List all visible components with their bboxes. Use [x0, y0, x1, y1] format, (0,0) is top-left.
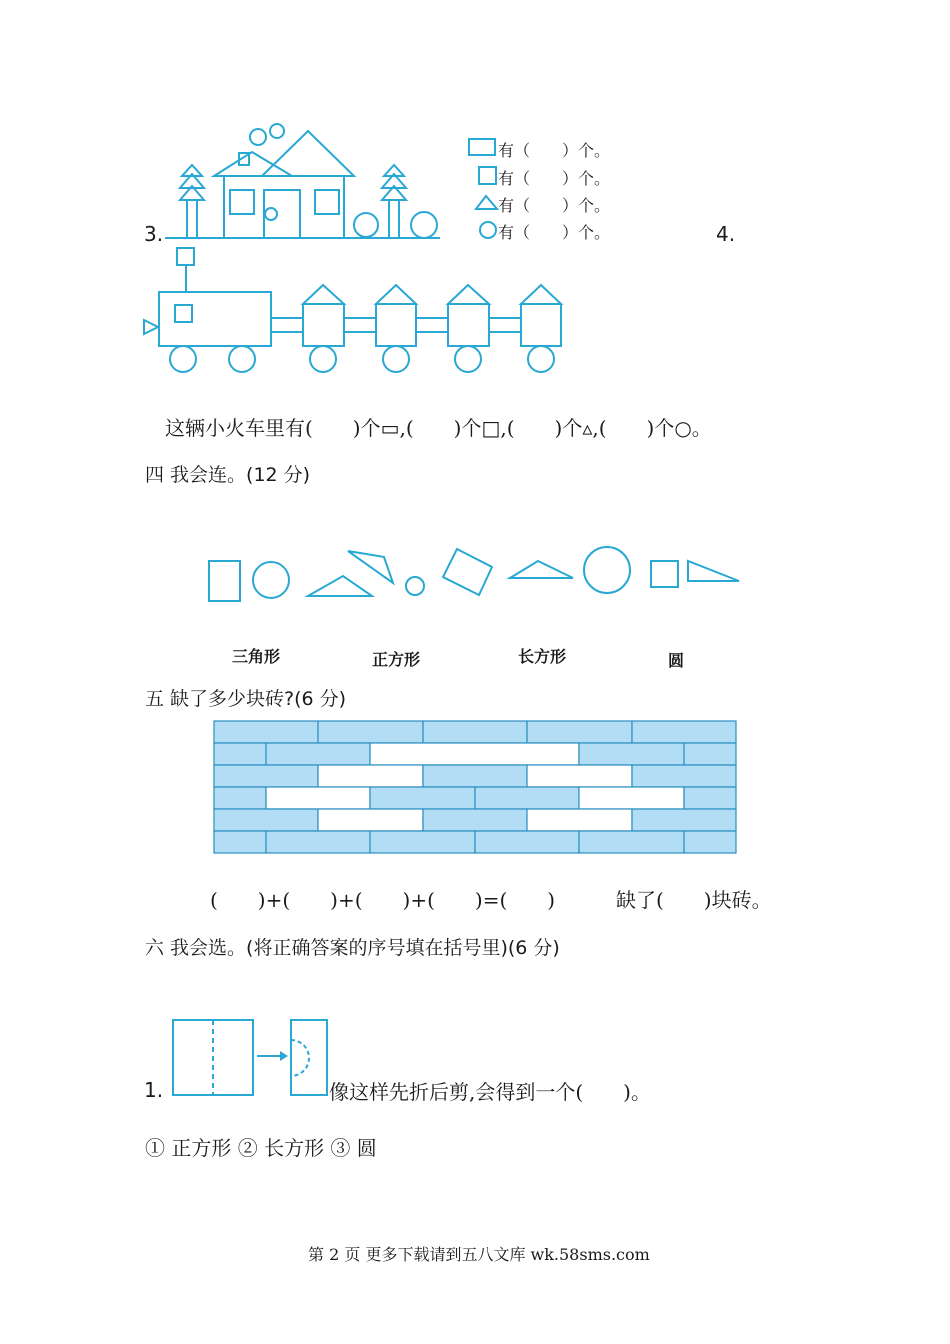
section5-heading: 五 缺了多少块砖?(6 分)	[145, 688, 347, 710]
s6-q1-text: 像这样先折后剪,会得到一个( )。	[329, 1080, 651, 1104]
page-footer: 第 2 页 更多下载请到五八文库 wk.58sms.com	[308, 1245, 650, 1264]
section4-heading: 四 我会连。(12 分)	[145, 464, 311, 486]
legend-triangle-text: 有（ ）个。	[498, 196, 611, 215]
legend-square-text: 有（ ）个。	[498, 169, 611, 188]
legend-circle-text: 有（ ）个。	[498, 223, 611, 242]
label-square: 正方形	[372, 650, 421, 669]
s6-q1-options: ① 正方形 ② 长方形 ③ 圆	[145, 1136, 377, 1160]
q3-number: 3.	[144, 222, 164, 246]
q4-number: 4.	[716, 222, 736, 246]
legend-rectangle-text: 有（ ）个。	[498, 141, 611, 160]
label-rectangle: 长方形	[518, 647, 567, 666]
s6-q1-number: 1.	[144, 1078, 164, 1102]
label-triangle: 三角形	[232, 647, 281, 666]
label-circle: 圆	[668, 651, 685, 670]
section6-heading: 六 我会选。(将正确答案的序号填在括号里)(6 分)	[145, 937, 560, 959]
brick-equation: ( )+( )+( )+( )=( )	[210, 888, 556, 912]
q4-sentence: 这辆小火车里有( )个▭,( )个□,( )个▵,( )个○。	[165, 416, 712, 440]
brick-answer: 缺了( )块砖。	[616, 888, 772, 912]
